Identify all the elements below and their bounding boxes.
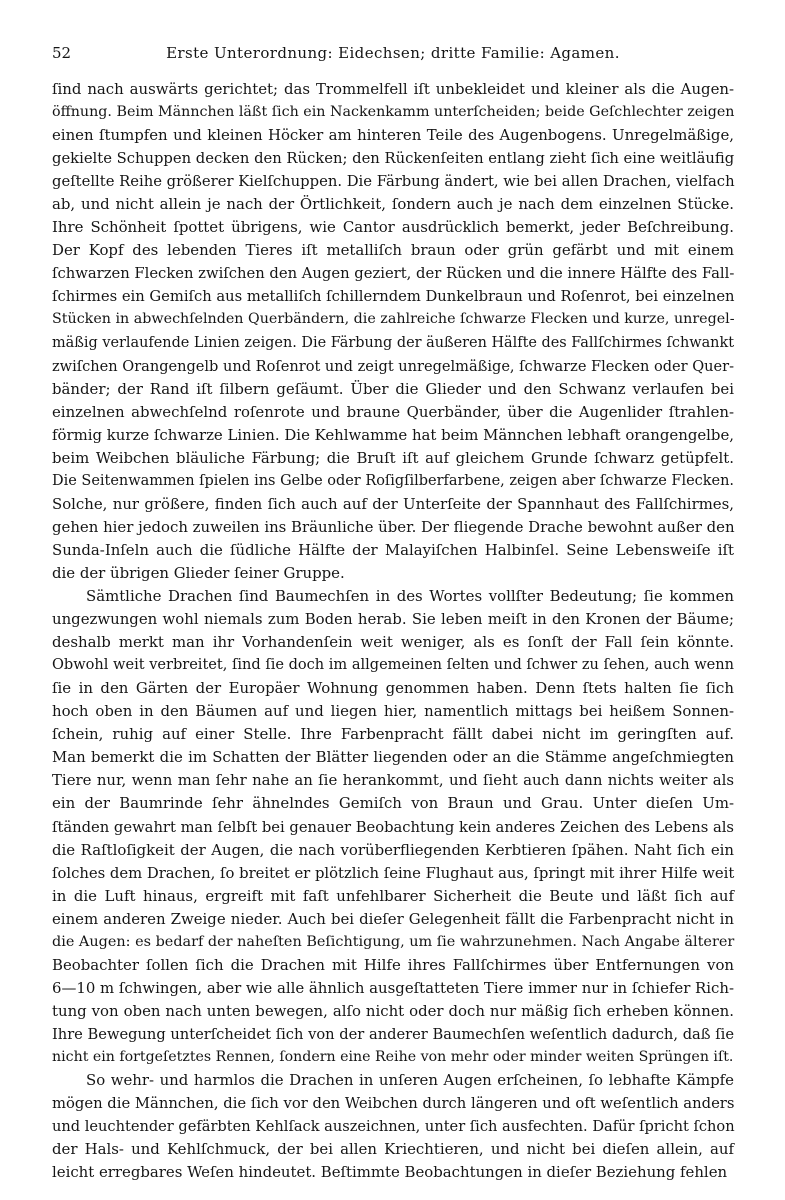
text-line: ein der Baumrinde ſehr ähnelndes Gemiſch von Braun und Grau. Unter dieſen Um- — [52, 794, 734, 813]
text-line: geſtellte Reihe größerer Kielſchuppen. Die Färbung ändert, wie bei allen Drachen, vielfach — [52, 173, 735, 191]
text-line: ſind nach auswärts gerichtet; das Trommelfell iſt unbekleidet und kleiner als die Augen- — [52, 80, 734, 98]
text-line: die Augen: es bedarf der naheſten Beſichtigung, um ſie wahrzunehmen. Nach Angabe älterer — [52, 933, 735, 950]
text-line: deshalb merkt man ihr Vorhandenſein weit weniger, als es ſonſt der Fall ſein könnte. — [52, 633, 734, 652]
text-line: in die Luft hinaus, ergreift mit faſt unfehlbarer Sicherheit die Beute und läßt ſich auf — [52, 886, 734, 905]
text-line: ſchein, ruhig auf einer Stelle. Ihre Farbenpracht fällt dabei nicht im geringſten auf. — [52, 725, 734, 744]
text-line: beim Weibchen bläuliche Färbung; die Bruſt iſt auf gleichem Grunde ſchwarz getüpfelt. — [52, 448, 734, 467]
text-line: zwiſchen Orangengelb und Roſenrot und zeigt unregelmäßige, ſchwarze Flecken oder Quer- — [52, 357, 734, 375]
paragraph — [52, 78, 734, 585]
text-line: Ihre Bewegung unterſcheidet ſich von der anderer Baumechſen weſentlich dadurch, daß ſie — [52, 1025, 734, 1043]
body-text — [52, 78, 734, 1184]
text-line: Solche, nur größere, finden ſich auch auf der Unterſeite der Spannhaut des Fallſchirmes, — [52, 494, 734, 513]
running-title: Erste Unterordnung: Eidechsen; dritte Familie: Agamen. — [166, 44, 620, 62]
text-line: Der Kopf des lebenden Tieres iſt metalliſch braun oder grün gefärbt und mit einem — [52, 241, 734, 260]
text-line: die der übrigen Glieder ſeiner Gruppe. — [52, 563, 345, 582]
page-number: 52 — [52, 44, 72, 62]
text-line: ſie in den Gärten der Europäer Wohnung genommen haben. Denn ſtets halten ſie ſich — [52, 679, 734, 698]
text-line: öffnung. Beim Männchen läßt ſich ein Nackenkamm unterſcheiden; beide Geſchlechter zeigen — [52, 104, 735, 121]
text-line: ungezwungen wohl niemals zum Boden herab. Sie leben meiſt in den Kronen der Bäume; — [52, 610, 734, 629]
text-line: Sämtliche Drachen ſind Baumechſen in des Wortes vollſter Bedeutung; ſie kommen — [86, 587, 734, 606]
text-line: Sunda-Inſeln auch die ſüdliche Hälfte der Malayiſchen Halbinſel. Seine Lebensweiſe iſt — [52, 540, 734, 559]
paragraph — [52, 585, 734, 1069]
text-line: Beobachter ſollen ſich die Drachen mit Hilfe ihres Fallſchirmes über Entfernungen von — [52, 955, 734, 974]
text-line: die Raſtloſigkeit der Augen, die nach vorüberfliegenden Kerbtieren ſpähen. Naht ſich ein — [52, 840, 734, 859]
text-line: Ihre Schönheit ſpottet übrigens, wie Cantor ausdrücklich bemerkt, jeder Beſchreibung. — [52, 218, 734, 237]
text-line: einzelnen abwechſelnd roſenrote und braune Querbänder, über die Augenlider ſtrahlen- — [52, 402, 734, 421]
text-line: ab, und nicht allein je nach der Örtlichkeit, ſondern auch je nach dem einzelnen Stücke. — [52, 195, 734, 214]
text-line: einem anderen Zweige nieder. Auch bei dieſer Gelegenheit fällt die Farbenpracht nicht in — [52, 909, 734, 928]
text-line: der Hals- und Kehlſchmuck, der bei allen Kriechtieren, und nicht bei dieſen allein, auf — [52, 1140, 734, 1159]
text-line: hoch oben in den Bäumen auf und liegen hier, namentlich mittags bei heißem Sonnen- — [52, 702, 734, 721]
text-line: förmig kurze ſchwarze Linien. Die Kehlwamme hat beim Männchen lebhaft orangengelbe, — [52, 425, 734, 444]
text-line: 6—10 m ſchwingen, aber wie alle ähnlich ausgeſtatteten Tiere immer nur in ſchiefer Rich- — [52, 978, 734, 997]
text-line: Man bemerkt die im Schatten der Blätter liegenden oder an die Stämme angeſchmiegten — [52, 748, 734, 767]
text-line: und leuchtender gefärbten Kehlſack auszeichnen, unter ſich ausfechten. Dafür ſpricht ſchon — [52, 1118, 735, 1136]
text-line: ſchwarzen Flecken zwiſchen den Augen geziert, der Rücken und die innere Hälfte des Fall- — [52, 265, 735, 283]
text-line: einen ſtumpfen und kleinen Höcker am hinteren Teile des Augenbogens. Unregelmäßige, — [52, 126, 734, 145]
text-line: nicht ein fortgeſetztes Rennen, ſondern eine Reihe von mehr oder minder weiten Sprüngen iſt. — [52, 1048, 734, 1065]
page-header — [52, 42, 734, 64]
text-line: So wehr- und harmlos die Drachen in unſeren Augen erſcheinen, ſo lebhafte Kämpfe — [86, 1071, 734, 1090]
text-line: ſolches dem Drachen, ſo breitet er plötzlich ſeine Flughaut aus, ſpringt mit ihrer Hilfe weit — [52, 864, 735, 882]
text-line: tung von oben nach unten bewegen, alſo nicht oder doch nur mäßig ſich erheben können. — [52, 1001, 734, 1020]
text-line: bänder; der Rand iſt ſilbern geſäumt. Über die Glieder und den Schwanz verlaufen bei — [52, 379, 734, 398]
text-line: Die Seitenwammen ſpielen ins Gelbe oder Roſigſilberfarbene, zeigen aber ſchwarze Flecken. — [52, 472, 734, 489]
text-line: leicht erregbares Weſen hindeutet. Beſtimmte Beobachtungen in dieſer Beziehung fehlen — [52, 1163, 728, 1182]
text-line: mögen die Männchen, die ſich vor den Weibchen durch längeren und oft weſentlich anders — [52, 1095, 735, 1113]
text-line: ſtänden gewahrt man ſelbſt bei genauer Beobachtung kein anderes Zeichen des Lebens als — [52, 818, 734, 836]
text-line: Tiere nur, wenn man ſehr nahe an ſie herankommt, und ſieht auch dann nichts weiter als — [52, 771, 734, 790]
text-line: gehen hier jedoch zuweilen ins Bräunliche über. Der fliegende Drache bewohnt außer den — [52, 517, 735, 536]
text-line: Obwohl weit verbreitet, ſind ſie doch im allgemeinen ſelten und ſchwer zu ſehen, auch wenn — [52, 657, 734, 674]
text-line: Stücken in abwechſelnden Querbändern, die zahlreiche ſchwarze Flecken und kurze, unregel- — [52, 311, 735, 328]
paragraph — [52, 1069, 734, 1184]
text-line: gekielte Schuppen decken den Rücken; den Rückenſeiten entlang zieht ſich eine weitläufig — [52, 150, 735, 168]
text-line: ſchirmes ein Gemiſch aus metalliſch ſchillerndem Dunkelbraun und Roſenrot, bei einzelnen — [52, 288, 735, 306]
text-line: mäßig verlaufende Linien zeigen. Die Färbung der äußeren Hälfte des Fallſchirmes ſchwankt — [52, 334, 734, 351]
